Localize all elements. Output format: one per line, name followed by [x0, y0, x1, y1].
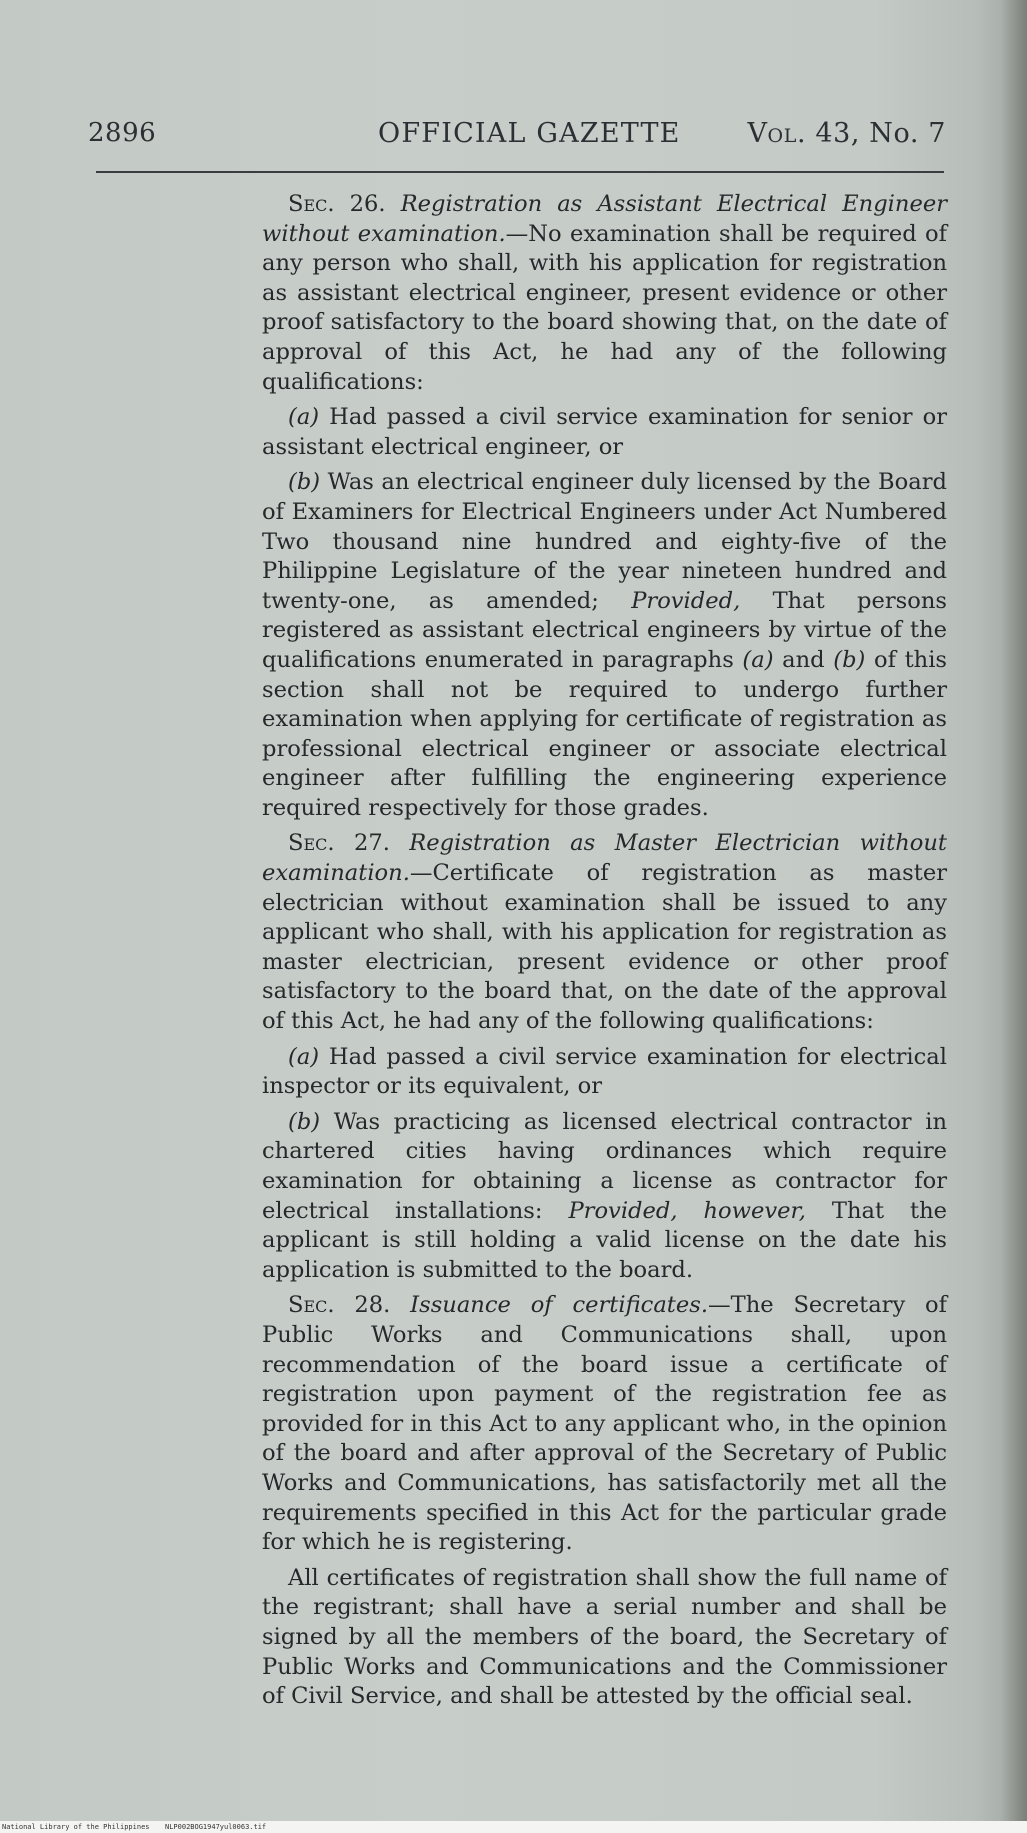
page-edge-shadow: [1001, 0, 1027, 1833]
conjunction: and: [782, 646, 825, 673]
header-rule: [96, 171, 944, 173]
paragraph-ref: (a): [742, 646, 774, 673]
scan-filename: NLP002BOG1947yul0063.tif: [165, 1823, 267, 1831]
section-text: —Certificate of registration as master electrician without examination shall be issued to any applicant who shall, with his application for registration as master electrician, present evidence or other proof satisfactory to the board that, on the date of the approval of this Act, he had any of the following qualifications:: [262, 860, 947, 1035]
section-label: Sec. 28.: [288, 1292, 391, 1319]
library-credit: National Library of the Philippines: [2, 1823, 150, 1831]
section-heading: Registration as Assistant Electrical Engineer without examination.: [262, 191, 947, 247]
page-number: 2896: [88, 118, 157, 148]
publication-title: OFFICIAL GAZETTE: [378, 118, 681, 149]
section-label: Sec. 26.: [288, 191, 386, 217]
section-27-item-b: [262, 1108, 947, 1286]
section-26-item-a: [262, 403, 947, 462]
item-text: Was practicing as licensed electrical contractor in chartered cities having ordinances which require examination for obtaining a license as contractor for electrical installations:: [262, 1108, 947, 1224]
document-body: [262, 190, 947, 1712]
section-27-item-a: [262, 1043, 947, 1102]
scan-footer: [0, 1821, 1027, 1833]
proviso-term: Provided, however,: [568, 1197, 806, 1224]
page-header: [88, 118, 948, 158]
item-text: Had passed a civil service examination for senior or assistant electrical engineer, or: [262, 404, 947, 460]
section-28-paragraph: [262, 1291, 947, 1557]
item-label: (b): [288, 469, 321, 496]
volume-number: 43, No. 7: [815, 118, 946, 149]
section-26-paragraph: [262, 190, 947, 397]
item-text: of this section shall not be required to undergo further examination when applying for certificate of registration as professional electrical engineer or associate electrical engineer after fulfilling the engineering experience required respectively for those grades.: [262, 646, 948, 821]
section-28-paragraph-2: All certificates of registration shall show the full name of the registrant; shall have a serial number and shall be signed by all the members of the board, the Secretary of Public Works and Communications and the Commissioner of Civil Service, and shall be attested by the official seal.: [262, 1564, 947, 1710]
section-26-item-b: [262, 468, 947, 823]
item-text: Was an electrical engineer duly licensed by the Board of Examiners for Electrical Engineers under Act Numbered Two thousand nine hundred and eighty-five of the Philippine Legislature of the year nineteen hundred and twenty-one, as amended;: [262, 469, 947, 614]
item-label: (a): [288, 1043, 320, 1070]
item-text: Had passed a civil service examination for electrical inspector or its equivalent, or: [262, 1043, 947, 1100]
paragraph-ref: (b): [833, 646, 866, 673]
section-text: —No examination shall be required of any person who shall, with his application for registration as assistant electrical engineer, present evidence or other proof satisfactory to the board showing that, on the date of approval of this Act, he had any of the following qualifications:: [262, 220, 947, 395]
item-label: (b): [288, 1108, 321, 1135]
section-27-paragraph: [262, 829, 947, 1036]
section-text: —The Secretary of Public Works and Communications shall, upon recommendation of the board issue a certificate of registration upon payment of the registration fee as provided for in this Act to any applicant who, in the opinion of the board and after approval of the Secretary of Public Works and Communications, has satisfactorily met all the requirements specified in this Act for the particular grade for which he is registering.: [262, 1292, 948, 1556]
item-label: (a): [288, 404, 320, 431]
section-label: Sec. 27.: [288, 830, 390, 857]
proviso-term: Provided,: [631, 587, 741, 614]
section-heading: Registration as Master Electrician without examination.: [262, 830, 947, 887]
volume-prefix: Vol.: [747, 118, 807, 149]
item-text: That the applicant is still holding a valid license on the date his application is submitted to the board.: [262, 1197, 947, 1283]
section-heading: Issuance of certificates.: [410, 1292, 709, 1319]
volume-issue: [747, 118, 946, 149]
item-text: That persons registered as assistant electrical engineers by virtue of the qualifications enumerated in paragraphs: [262, 587, 947, 673]
